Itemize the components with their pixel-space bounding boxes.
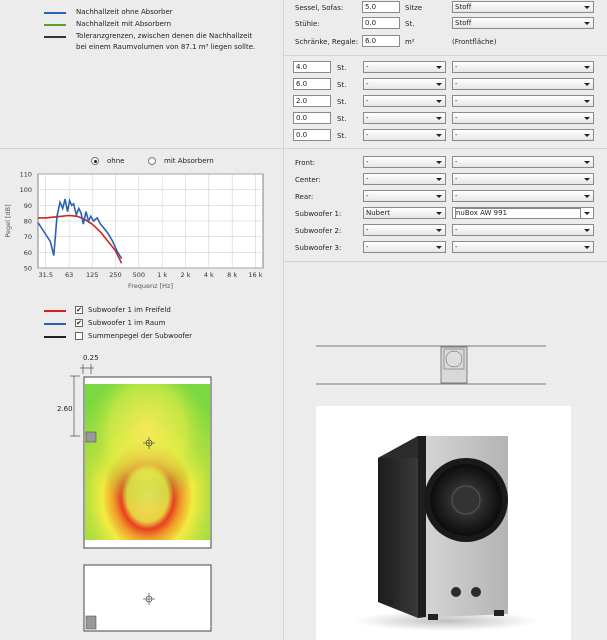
subwoofer1-brand-select[interactable] — [363, 207, 446, 219]
unit-label: St. — [337, 64, 347, 72]
chevron-down-icon — [584, 117, 590, 120]
y-tick-label: 110 — [19, 170, 32, 179]
chevron-down-icon — [436, 229, 442, 232]
speaker-label: Subwoofer 3: — [295, 244, 342, 252]
chevron-down-icon — [584, 66, 590, 69]
subwoofer-marker — [86, 616, 96, 629]
y-tick-label: 50 — [23, 264, 32, 273]
legend-swatch-dark — [44, 36, 66, 38]
cabinet-area-field[interactable]: 6.0 — [362, 35, 400, 47]
y-tick-label: 70 — [23, 233, 32, 242]
chevron-down-icon — [584, 22, 590, 25]
furniture-label: Stühle: — [295, 20, 320, 28]
radio-ohne[interactable] — [91, 157, 99, 165]
unit-label: St. — [337, 132, 347, 140]
select-value: Stoff — [455, 3, 472, 11]
speaker-brand-select[interactable] — [363, 156, 446, 168]
chevron-down-icon — [584, 178, 590, 181]
y-tick-label: 60 — [23, 248, 32, 257]
chevron-down-icon — [436, 66, 442, 69]
y-axis-label: Pegel [dB] — [4, 204, 12, 238]
legend-label: Toleranzgrenzen, zwischen denen die Nachhallzeit — [76, 32, 253, 40]
divider-right-2 — [284, 148, 607, 149]
woofer-dustcap — [452, 486, 480, 514]
select-value: - — [455, 131, 458, 139]
subwoofer-driver-icon — [446, 351, 462, 367]
subwoofer-side-view — [284, 335, 607, 395]
select-value: - — [455, 63, 458, 71]
room-plan-top — [50, 348, 220, 638]
legend-label: Nachhallzeit ohne Absorber — [76, 8, 173, 16]
select-value: Stoff — [455, 19, 472, 27]
cabinet-front-edge — [418, 436, 426, 618]
unit-label: St. — [337, 115, 347, 123]
x-tick-label: 250 — [109, 271, 122, 279]
chevron-down-icon — [436, 134, 442, 137]
chair-material-select[interactable] — [452, 17, 594, 29]
absorber-count-field[interactable]: 2.0 — [293, 95, 331, 107]
x-tick-label: 31.5 — [38, 271, 54, 279]
legend-label: Nachhallzeit mit Absorbern — [76, 20, 172, 28]
chevron-down-icon — [584, 229, 590, 232]
subwoofer1-model-select[interactable] — [452, 207, 594, 219]
absorber-model-select[interactable] — [452, 61, 594, 73]
chevron-down-icon — [584, 195, 590, 198]
x-tick-label: 16 k — [248, 271, 263, 279]
select-value: - — [366, 192, 369, 200]
chevron-down-icon — [584, 161, 590, 164]
chevron-down-icon — [436, 161, 442, 164]
chevron-down-icon — [436, 212, 442, 215]
absorber-brand-select[interactable] — [363, 129, 446, 141]
absorber-model-select[interactable] — [452, 78, 594, 90]
radio-mit-label: mit Absorbern — [164, 157, 214, 165]
divider-left — [0, 148, 283, 149]
volume-knob — [451, 587, 461, 597]
chevron-down-icon — [436, 83, 442, 86]
speaker-label: Center: — [295, 176, 321, 184]
speaker-model-select[interactable] — [452, 224, 594, 236]
front-area-note: (Frontfläche) — [452, 38, 497, 46]
x-tick-label: 4 k — [203, 271, 214, 279]
furniture-label: Sessel, Sofas: — [295, 4, 344, 12]
chevron-down-icon — [584, 6, 590, 9]
absorber-model-select[interactable] — [452, 112, 594, 124]
room-outline-side — [84, 565, 211, 631]
foot-right — [494, 610, 504, 616]
absorber-count-field[interactable]: 6.0 — [293, 78, 331, 90]
legend-swatch-black — [44, 336, 66, 338]
frequency-response-chart — [0, 166, 283, 294]
speaker-model-select[interactable] — [452, 156, 594, 168]
unit-label: St. — [405, 20, 415, 28]
chevron-down-icon — [584, 246, 590, 249]
select-value: - — [455, 114, 458, 122]
absorber-model-select[interactable] — [452, 95, 594, 107]
legend-label-cont: bei einem Raumvolumen von 87.1 m³ liegen sollte. — [76, 43, 256, 51]
select-value: nuBox AW 991 — [455, 208, 581, 219]
select-value: - — [366, 97, 369, 105]
select-value: - — [455, 80, 458, 88]
select-value: Nubert — [366, 209, 391, 217]
raum-checkbox[interactable]: ✔ — [76, 319, 82, 327]
sofa-count-field[interactable]: 5.0 — [362, 1, 400, 13]
legend-swatch-blue — [44, 323, 66, 325]
speaker-label: Rear: — [295, 193, 314, 201]
y-tick-label: 90 — [23, 201, 32, 210]
speaker-label: Front: — [295, 159, 316, 167]
x-axis-label: Frequenz [Hz] — [127, 282, 174, 290]
furniture-label: Schränke, Regale: — [295, 38, 359, 46]
absorber-count-field[interactable]: 0.0 — [293, 112, 331, 124]
dim-width-label: 0.25 — [83, 354, 99, 362]
absorber-brand-select[interactable] — [363, 78, 446, 90]
speaker-model-select[interactable] — [452, 241, 594, 253]
crossover-knob — [471, 587, 481, 597]
select-value: - — [366, 131, 369, 139]
absorber-brand-select[interactable] — [363, 61, 446, 73]
subwoofer-product-image — [316, 406, 571, 640]
legend-label: Summenpegel der Subwoofer — [88, 332, 193, 340]
select-value: - — [366, 114, 369, 122]
speaker-brand-select[interactable] — [363, 241, 446, 253]
radio-ohne-label: ohne — [107, 157, 125, 165]
select-value: - — [366, 80, 369, 88]
chevron-down-icon — [436, 100, 442, 103]
select-value: - — [455, 175, 458, 183]
unit-label: m² — [405, 38, 415, 46]
chevron-down-icon — [436, 246, 442, 249]
chair-count-field[interactable]: 0.0 — [362, 17, 400, 29]
subwoofer-marker — [86, 432, 96, 442]
unit-label: Sitze — [405, 4, 423, 12]
y-tick-label: 100 — [19, 186, 32, 195]
absorber-count-field[interactable]: 0.0 — [293, 129, 331, 141]
speaker-label: Subwoofer 2: — [295, 227, 342, 235]
chevron-down-icon — [584, 100, 590, 103]
foot-left — [428, 614, 438, 620]
select-value: - — [366, 63, 369, 71]
select-value: - — [366, 175, 369, 183]
absorber-model-select[interactable] — [452, 129, 594, 141]
legend-swatch-blue — [44, 12, 66, 14]
select-value: - — [455, 97, 458, 105]
legend-swatch-green — [44, 24, 66, 26]
divider-right-1 — [284, 55, 607, 56]
radio-mit-absorbern[interactable] — [148, 157, 156, 165]
chevron-down-icon — [436, 195, 442, 198]
speaker-brand-select[interactable] — [363, 224, 446, 236]
select-value: - — [455, 192, 458, 200]
select-value: - — [455, 158, 458, 166]
x-tick-label: 125 — [85, 271, 99, 279]
absorber-brand-select[interactable] — [363, 95, 446, 107]
select-value: - — [455, 226, 458, 234]
chevron-down-icon — [436, 117, 442, 120]
select-value: - — [366, 158, 369, 166]
freifeld-checkbox[interactable]: ✔ — [76, 306, 82, 314]
legend-label: Subwoofer 1 im Raum — [88, 319, 166, 327]
y-tick-label: 80 — [23, 217, 32, 226]
select-value: - — [366, 243, 369, 251]
speaker-model-select[interactable] — [452, 173, 594, 185]
select-value: - — [455, 243, 458, 251]
unit-label: St. — [337, 98, 347, 106]
sofa-material-select[interactable] — [452, 1, 594, 13]
dim-height-label: 2.60 — [57, 405, 73, 413]
speaker-model-select[interactable] — [452, 190, 594, 202]
chevron-down-icon — [584, 134, 590, 137]
x-tick-label: 63 — [64, 271, 74, 279]
chevron-down-icon — [584, 212, 590, 215]
vertical-divider — [283, 0, 284, 640]
heatmap-overlay — [85, 384, 210, 540]
chevron-down-icon — [584, 83, 590, 86]
summenpegel-checkbox[interactable] — [75, 332, 83, 340]
select-value: - — [366, 226, 369, 234]
speaker-label: Subwoofer 1: — [295, 210, 342, 218]
cabinet-side — [378, 436, 418, 618]
legend-label: Subwoofer 1 im Freifeld — [88, 306, 171, 314]
legend-swatch-red — [44, 310, 66, 312]
x-tick-label: 2 k — [180, 271, 191, 279]
x-tick-label: 1 k — [157, 271, 168, 279]
chevron-down-icon — [436, 178, 442, 181]
unit-label: St. — [337, 81, 347, 89]
x-tick-label: 8 k — [227, 271, 238, 279]
speaker-brand-select[interactable] — [363, 190, 446, 202]
speaker-brand-select[interactable] — [363, 173, 446, 185]
absorber-count-field[interactable]: 4.0 — [293, 61, 331, 73]
absorber-brand-select[interactable] — [363, 112, 446, 124]
foot-back — [386, 599, 394, 604]
x-tick-label: 500 — [132, 271, 146, 279]
divider-right-3 — [284, 261, 607, 262]
